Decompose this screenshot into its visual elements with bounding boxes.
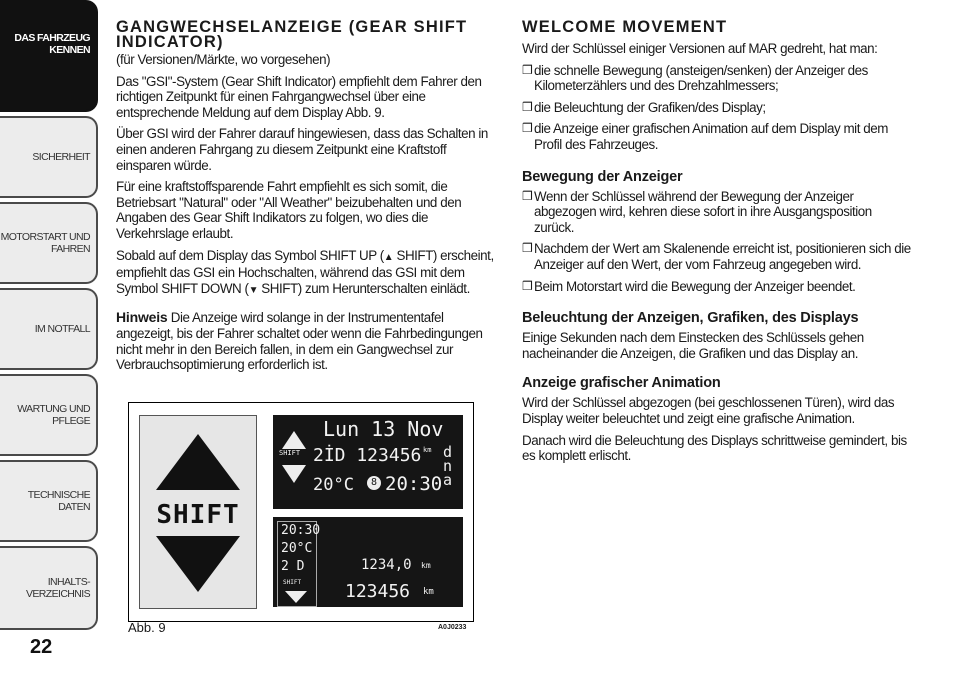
lcd2-gear: 2 D — [281, 559, 305, 574]
list-item-text: die Anzeige einer grafischen Animation auf dem Display mit dem Profil des Fahrzeuges. — [534, 121, 888, 152]
paragraph: Wird der Schlüssel abgezogen (bei geschlossenen Türen), wird das Display weiter beleuchtet und zeigt eine grafische Animation. — [522, 395, 895, 426]
page-number: 22 — [30, 636, 53, 658]
figure-caption: Abb. 9 — [128, 620, 166, 635]
lcd2-temperature: 20°C — [281, 541, 313, 556]
hint-text: Die Anzeige wird solange in der Instrumententafel angezeigt, bis der Fahrer schaltet oder wenn die Fahrbedingungen nicht mehr in den Bereich fallen, in dem ein Gangwechsel zur Verbrauchsoptimierung erforderlich ist. — [116, 310, 483, 373]
text-part: Sobald auf dem Display das Symbol SHIFT UP ( — [116, 247, 384, 263]
figure-9-display — [128, 402, 474, 622]
list-item-text: die Beleuchtung der Grafiken/des Display; — [534, 99, 766, 115]
hint-label: Hinweis — [116, 309, 168, 326]
shift-up-triangle-icon: ▲ — [383, 251, 394, 263]
text-part: SHIFT) erscheint, empfiehlt das GSI ein Hochschalten, während das GSI mit dem Symbol SHIFT DOWN ( — [116, 247, 494, 296]
section-heading-gsi: GANGWECHSELANZEIGE (GEAR SHIFT INDICATOR) — [116, 18, 468, 51]
lcd-display-1 — [273, 415, 463, 509]
tab-inhaltsverzeichnis[interactable]: INHALTS- VERZEICHNIS — [0, 546, 98, 630]
subheading-bewegung: Bewegung der Anzeiger — [522, 168, 683, 185]
section-heading-welcome: WELCOME MOVEMENT — [522, 18, 728, 36]
subheading-beleuchtung: Beleuchtung der Anzeigen, Grafiken, des Displays — [522, 310, 859, 327]
list-item — [522, 63, 914, 94]
lcd-shift-text: SHIFT — [279, 449, 301, 457]
lcd2-total: 123456 — [345, 581, 411, 602]
lcd2-shift-text: SHIFT — [283, 579, 302, 586]
tab-sicherheit[interactable]: SICHERHEIT — [0, 116, 98, 198]
shift-indicator-panel — [139, 415, 257, 609]
lcd2-trip-unit: km — [421, 561, 431, 570]
lcd-time: 20:30 — [385, 473, 443, 495]
list-item-text: Beim Motorstart wird die Bewegung der Anzeiger beendet. — [534, 278, 856, 294]
checkbox-bullet-icon: ❒ — [522, 188, 533, 203]
checkbox-bullet-icon: ❒ — [522, 278, 533, 293]
versions-note: (für Versionen/Märkte, wo vorgesehen) — [116, 52, 331, 67]
tab-das-fahrzeug-kennen[interactable]: DAS FAHRZEUG KENNEN — [0, 0, 98, 112]
lcd-km-unit: km — [423, 446, 432, 454]
tab-im-notfall[interactable]: IM NOTFALL — [0, 288, 98, 370]
shift-label: SHIFT — [156, 500, 240, 530]
paragraph-shift-symbols — [116, 248, 502, 299]
shift-small-arrows-icon — [279, 429, 309, 501]
lcd-gear-badge-icon: 8 — [367, 476, 381, 490]
checkbox-bullet-icon: ❒ — [522, 99, 533, 114]
list-item — [522, 279, 914, 295]
hint-note — [116, 310, 502, 372]
tab-motorstart-und-fahren[interactable]: MOTORSTART UND FAHREN — [0, 202, 98, 284]
lcd2-trip: 1234,0 — [361, 557, 412, 573]
figure-code: A0J0233 — [438, 624, 467, 631]
lcd-temperature: 20°C — [313, 475, 354, 495]
paragraph: Das "GSI"-System (Gear Shift Indicator) empfiehlt dem Fahrer den richtigen Zeitpunkt für einen Fahrgangwechsel über eine entsprechende Meldung auf dem Display Abb. 9. — [116, 73, 482, 120]
lcd-display-2 — [273, 517, 463, 607]
right-column — [522, 20, 914, 470]
list-item-text: Wenn der Schlüssel während der Bewegung der Anzeiger abgezogen wird, kehren diese sofort in ihre Ausgangsposition zurück. — [534, 188, 872, 235]
left-column — [116, 20, 502, 379]
lcd-odometer: 2İD 123456 — [313, 445, 422, 466]
text-part: SHIFT) zum Herunterschalten einlädt. — [258, 280, 470, 296]
paragraph: Danach wird die Beleuchtung des Displays schrittweise gemindert, bis es komplett erlischt. — [522, 432, 907, 464]
checkbox-bullet-icon: ❒ — [522, 62, 533, 77]
lcd-date: Lun 13 Nov — [323, 417, 444, 441]
list-item-text: Nachdem der Wert am Skalenende erreicht ist, positionieren sich die Anzeiger auf den Wert, der vom Fahrzeug angegeben wird. — [534, 241, 911, 272]
list-item — [522, 100, 914, 116]
paragraph: Einige Sekunden nach dem Einstecken des Schlüssels gehen nacheinander die Anzeigen, die Grafiken und das Display an. — [522, 330, 864, 361]
paragraph: Für eine kraftstoffsparende Fahrt empfiehlt es sich somit, die Betriebsart "Natural" oder "All Weather" beizubehalten und den Angaben des Gear Shift Indikators zu folgen, wo dies die Verkehrslage erlaubt. — [116, 179, 462, 241]
list-item — [522, 121, 914, 152]
list-item — [522, 241, 914, 272]
intro-paragraph: Wird der Schlüssel einiger Versionen auf MAR gedreht, hat man: — [522, 41, 878, 56]
lcd-drive-mode: d n a — [443, 443, 453, 489]
lcd2-time: 20:30 — [281, 523, 321, 538]
paragraph: Über GSI wird der Fahrer darauf hingewiesen, dass das Schalten in einen anderen Fahrgang zu diesem Zeitpunkt eine Kraftstoff einsparen würde. — [116, 126, 488, 173]
list-item — [522, 189, 914, 236]
list-item-text: die schnelle Bewegung (ansteigen/senken) der Anzeiger des Kilometerzählers und des Drehzahlmessers; — [534, 62, 868, 94]
shift-down-triangle-icon: ▼ — [248, 284, 259, 296]
checkbox-bullet-icon: ❒ — [522, 121, 533, 136]
subheading-animation: Anzeige grafischer Animation — [522, 375, 721, 392]
lcd2-total-unit: km — [423, 587, 434, 597]
tab-wartung-und-pflege[interactable]: WARTUNG UND PFLEGE — [0, 374, 98, 456]
tab-technische-daten[interactable]: TECHNISCHE DATEN — [0, 460, 98, 542]
checkbox-bullet-icon: ❒ — [522, 241, 533, 256]
